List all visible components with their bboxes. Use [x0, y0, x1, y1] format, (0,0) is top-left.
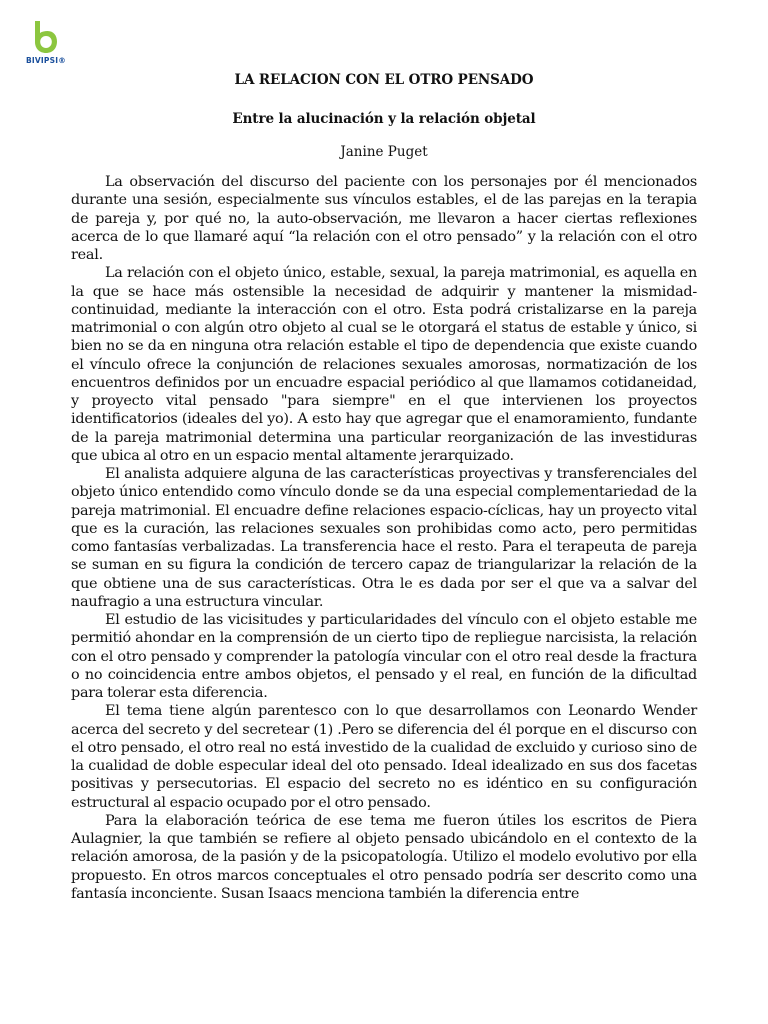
paragraph: El tema tiene algún parentesco con lo que desarrollamos con Leonardo Wender acerca del secreto y del secretear (1) .Pero se diferencia del él porque en el discurso con el otro pensado, el otro real no está investido de la cualidad de excluido y curioso sino de la cualidad de doble especular ideal del oto pensado. Ideal idealizado en sus dos facetas positivas y persecutorias. El espacio del secreto no es idéntico en su configuración estructural al espacio ocupado por el otro pensado.: [71, 703, 697, 811]
paragraph: El estudio de las vicisitudes y particularidades del vínculo con el objeto estable me permitió ahondar en la comprensión de un cierto tipo de repliegue narcisista, la relación con el otro pensado y comprender la patología vincular con el otro real desde la fractura o no coincidencia entre ambos objetos, el pensado y el real, en función de la dificultad para tolerar esta diferencia.: [71, 612, 697, 701]
logo-text: BIVIPSI®: [26, 56, 66, 65]
paragraph: La observación del discurso del paciente con los personajes por él mencionados durante una sesión, especialmente sus vínculos estables, el de las parejas en la terapia de pareja y, por qué no, la auto-observación, me llevaron a hacer ciertas reflexiones acerca de lo que llamaré aquí “la relación con el otro pensado” y la relación con el otro real.: [71, 174, 697, 263]
bivipsi-logo: [26, 20, 66, 68]
document-author: Janine Puget: [340, 144, 428, 160]
paragraph: El analista adquiere alguna de las características proyectivas y transferenciales del objeto único entendido como vínculo donde se da una especial complementariedad de la pareja matrimonial. El encuadre define relaciones espacio-cíclicas, hay un proyecto vital que es la curación, las relaciones sexuales son prohibidas como acto, pero permitidas como fantasías verbalizadas. La transferencia hace el resto. Para el terapeuta de pareja se suman en su figura la condición de tercero capaz de triangularizar la relación de la que obtiene una de sus características. Otra le es dada por ser el que va a salvar del naufragio a una estructura vincular.: [71, 466, 697, 610]
document-title: LA RELACION CON EL OTRO PENSADO: [234, 72, 534, 88]
bivipsi-b-logo-icon: [26, 20, 66, 56]
paragraph: Para la elaboración teórica de ese tema me fueron útiles los escritos de Piera Aulagnier, la que también se refiere al objeto pensado ubicándolo en el contexto de la relación amorosa, de la pasión y de la psicopatología. Utilizo el modelo evolutivo por ella propuesto. En otros marcos conceptuales el otro pensado podría ser descrito como una fantasía inconciente. Susan Isaacs menciona también la diferencia entre: [71, 812, 697, 902]
document-body: [71, 72, 697, 903]
document-subtitle: Entre la alucinación y la relación objetal: [232, 111, 536, 127]
paragraph: La relación con el objeto único, estable, sexual, la pareja matrimonial, es aquella en la que se hace más ostensible la necesidad de adquirir y mantener la mismidad-continuidad, mediante la interacción con el otro. Esta podrá cristalizarse en la pareja matrimonial o con algún otro objeto al cual se le otorgará el status de estable y único, si bien no se da en ninguna otra relación estable el tipo de dependencia que existe cuando el vínculo ofrece la conjunción de relaciones sexuales amorosas, normatización de los encuentros definidos por un encuadre espacial periódico al que llamamos cotidaneidad, y proyecto vital pensado "para siempre" en el que intervienen los proyectos identificatorios (ideales del yo). A esto hay que agregar que el enamoramiento, fundante de la pareja matrimonial determina una particular reorganización de las investiduras que ubica al otro en un espacio mental altamente jerarquizado.: [71, 265, 697, 464]
